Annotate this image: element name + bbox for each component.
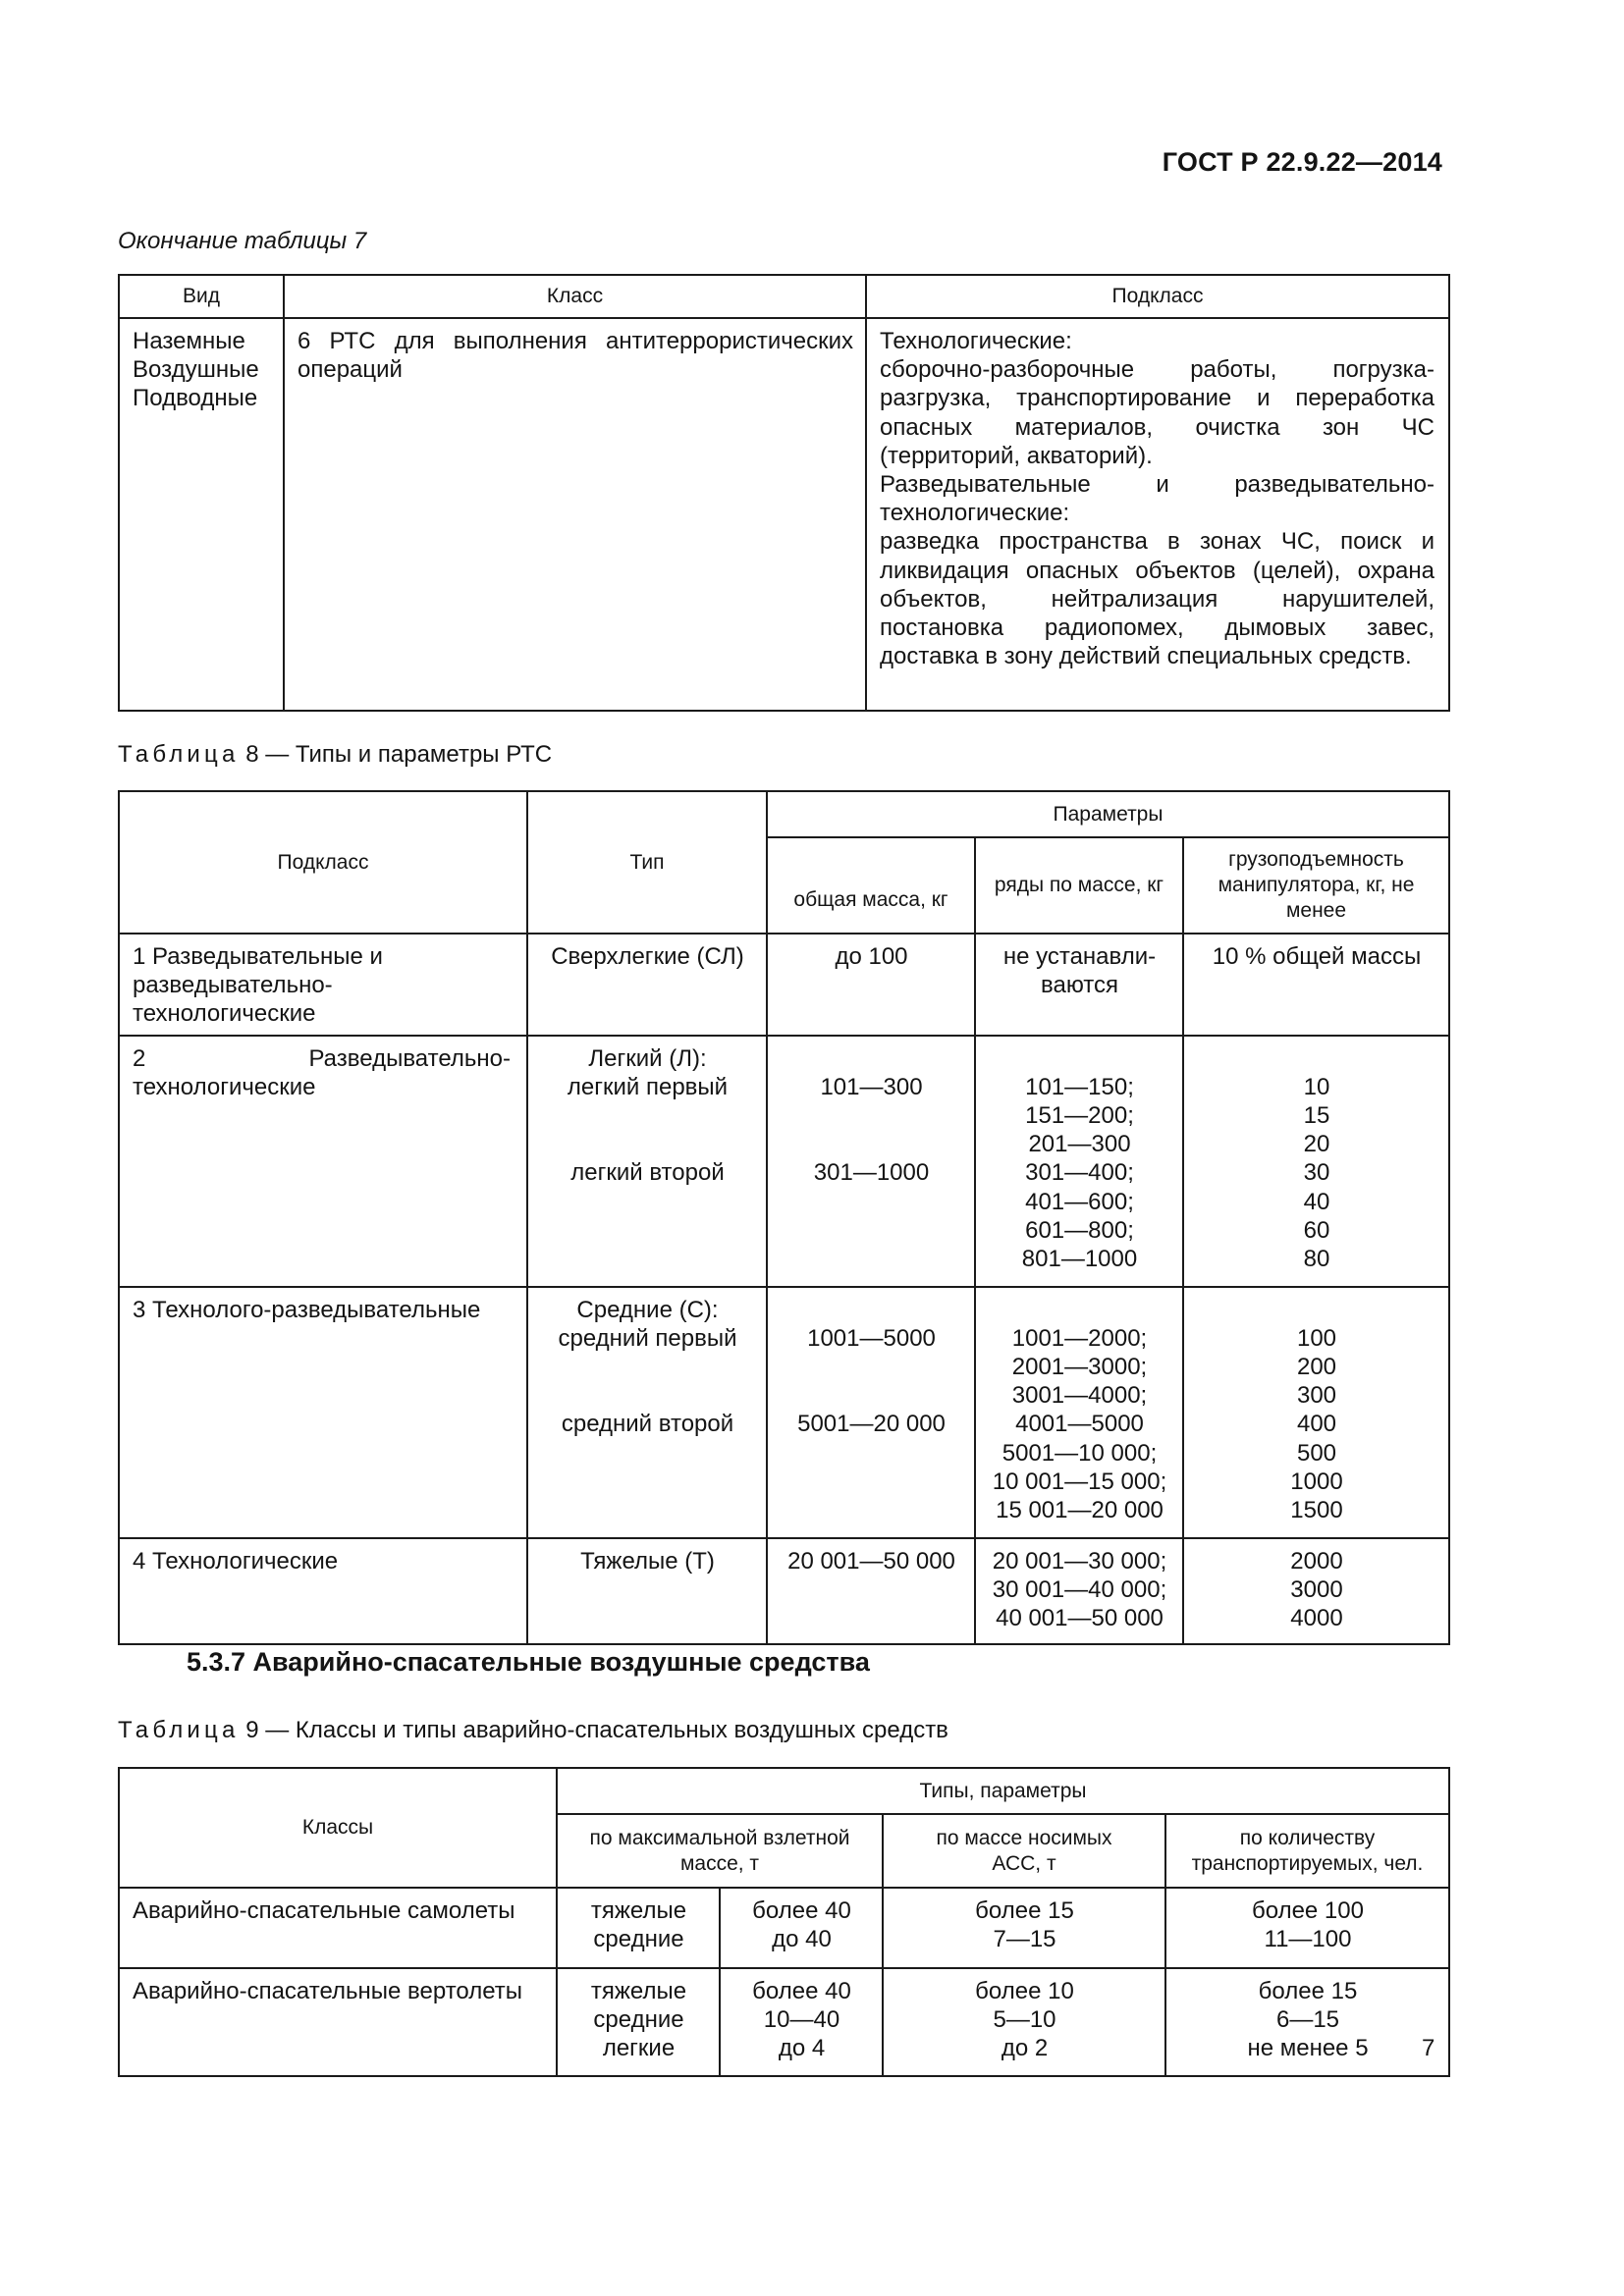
t8-header-ryady: ряды по массе, кг — [975, 837, 1183, 934]
t8-cell-tip — [527, 1538, 767, 1644]
t8-gruz-line: 400 — [1296, 1411, 1337, 1438]
t8-tip-line — [541, 1353, 754, 1381]
t7-podklass-para: сборочно-разборочные работы, погрузка-разгрузка, транспортирование и переработка опасных материалов, очистка зон ЧС (территорий, акваторий). — [880, 356, 1435, 469]
t8-cell-gruz — [1183, 1538, 1449, 1644]
t8-mass-line: до 100 — [835, 943, 908, 970]
t8-header-gruz: грузоподъемность манипулятора, кг, не менее — [1183, 837, 1449, 934]
table8-header-row — [119, 791, 1449, 837]
t8-ryady-line: 10 001—15 000; — [992, 1468, 1167, 1495]
t9-cell-acc — [883, 1968, 1165, 2076]
t9-kolvo-line: не менее 5 — [1247, 2035, 1369, 2062]
t8-tip-line: Легкий (Л): — [588, 1044, 707, 1072]
t9-kolvo-line: более 15 — [1258, 1978, 1358, 2004]
t8-tip-line: Тяжелые (Т) — [580, 1547, 715, 1575]
t8-gruz-line: 80 — [1303, 1246, 1330, 1273]
t8-cell-gruz — [1183, 1287, 1449, 1538]
t9-tip-line: легкие — [602, 2035, 676, 2062]
t8-header-parametry: Параметры — [767, 791, 1449, 837]
t8-ryady-line: 40 001—50 000 — [996, 1605, 1164, 1632]
t9-tip-line: тяжелые — [590, 1978, 687, 2004]
t8-ryady-line: 601—800; — [1025, 1216, 1134, 1244]
t8-mass-line — [781, 1296, 962, 1324]
t8-gruz-line: 20 — [1303, 1131, 1330, 1158]
t9-kolvo-line: 6—15 — [1275, 2006, 1340, 2034]
t8-mass-line: 5001—20 000 — [797, 1411, 946, 1438]
t8-ryady-line: 1001—2000; — [1011, 1324, 1148, 1352]
t8-gruz-line: 1500 — [1290, 1497, 1343, 1524]
t9-header-tipy: Типы, параметры — [557, 1768, 1449, 1814]
table-row — [119, 1888, 1449, 1968]
t8-gruz-line: 40 — [1303, 1188, 1330, 1215]
t9-kolvo-line: 11—100 — [1264, 1926, 1352, 1953]
t7-vid-line: Подводные — [133, 385, 258, 412]
t8-tip-line: средний первый — [558, 1324, 737, 1352]
t8-cell-mass — [767, 1538, 975, 1644]
table8-caption — [118, 741, 552, 769]
t8-ryady-line: 301—400; — [1025, 1159, 1134, 1187]
t8-cell-ryady — [975, 1538, 1183, 1644]
t9-header-klassy: Классы — [119, 1768, 557, 1888]
t9-tip-line: средние — [593, 1926, 684, 1953]
table8-caption-label: Таблица — [118, 741, 240, 768]
t9-vzlet-line: более 40 — [752, 1897, 851, 1924]
table-row — [119, 1968, 1449, 2076]
t8-ryady-line: 20 001—30 000; — [992, 1547, 1167, 1575]
t7-header-vid: Вид — [119, 275, 284, 318]
t8-header-tip: Тип — [527, 791, 767, 934]
page-number: 7 — [1422, 2035, 1435, 2061]
t8-tip-line — [541, 1381, 754, 1410]
table-row — [119, 1538, 1449, 1644]
t9-vzlet-line: до 40 — [772, 1926, 832, 1953]
t8-mass-line: 1001—5000 — [807, 1324, 936, 1352]
t8-ryady-line: 30 001—40 000; — [992, 1575, 1167, 1603]
t9-cell-kolvo — [1165, 1888, 1449, 1968]
t8-tip-line — [541, 1101, 754, 1130]
t8-cell-mass — [767, 934, 975, 1036]
t8-mass-line — [781, 1101, 962, 1130]
table9-caption-text: 9 — Классы и типы аварийно-спасательных воздушных средств — [245, 1717, 948, 1743]
t8-tip-line: Средние (С): — [576, 1296, 719, 1323]
table7 — [118, 274, 1450, 712]
table9-caption — [118, 1717, 948, 1744]
t8-ryady-line — [989, 1296, 1170, 1324]
t8-ryady-line: 101—150; — [1025, 1073, 1134, 1100]
t9-vzlet-line: 10—40 — [763, 2006, 840, 2034]
t8-cell-gruz — [1183, 1036, 1449, 1287]
t9-cell-vzlet — [720, 1888, 883, 1968]
t7-cell-vid — [119, 318, 284, 711]
t8-gruz-line — [1197, 1296, 1436, 1324]
table7-header-row — [119, 275, 1449, 318]
t8-mass-line: 301—1000 — [813, 1159, 930, 1187]
t9-header-kolvo: по количеству транспортируемых, чел. — [1165, 1814, 1449, 1888]
t8-mass-line: 20 001—50 000 — [787, 1547, 955, 1575]
t9-acc-line: 5—10 — [993, 2006, 1056, 2034]
t8-ryady-line — [989, 1044, 1170, 1073]
t7-podklass-para: Технологические: — [880, 328, 1072, 354]
t8-cell-podklass: 3 Технолого-разведывательные — [119, 1287, 527, 1538]
t8-gruz-line — [1197, 1044, 1436, 1073]
t8-mass-line — [781, 1353, 962, 1381]
t8-cell-mass — [767, 1036, 975, 1287]
t8-gruz-line: 4000 — [1290, 1605, 1343, 1632]
t8-cell-tip — [527, 934, 767, 1036]
t8-ryady-line: 5001—10 000; — [1001, 1439, 1158, 1467]
t8-gruz-line: 10 % общей массы — [1212, 943, 1422, 970]
t8-cell-mass — [767, 1287, 975, 1538]
table-row — [119, 1036, 1449, 1287]
table9-header-row — [119, 1768, 1449, 1814]
t7-vid-line: Наземные — [133, 328, 245, 354]
t8-ryady-line: 15 001—20 000 — [996, 1497, 1164, 1524]
t8-cell-ryady — [975, 934, 1183, 1036]
t9-header-acc: по массе носимых АСС, т — [883, 1814, 1165, 1888]
t8-mass-line — [781, 1381, 962, 1410]
t9-tip-line: тяжелые — [590, 1897, 687, 1924]
t8-tip-line: легкий первый — [567, 1073, 729, 1100]
table-row — [119, 1287, 1449, 1538]
t8-tip-line: легкий второй — [570, 1159, 725, 1187]
t7-vid-line: Воздушные — [133, 356, 259, 384]
t8-gruz-line: 2000 — [1290, 1547, 1343, 1575]
table-row — [119, 318, 1449, 711]
table9-caption-label: Таблица — [118, 1717, 240, 1743]
t9-cell-kolvo — [1165, 1968, 1449, 2076]
t8-gruz-line: 60 — [1303, 1216, 1330, 1244]
t8-mass-line: 101—300 — [820, 1073, 923, 1100]
t7-cell-klass: 6 РТС для выполнения антитеррористических операций — [284, 318, 866, 711]
t8-ryady-line: ваются — [1040, 972, 1119, 999]
t9-tip-line: средние — [593, 2006, 684, 2034]
t9-cell-klass: Аварийно-спасательные самолеты — [119, 1888, 557, 1968]
t8-gruz-line: 3000 — [1290, 1575, 1343, 1603]
t8-cell-tip — [527, 1036, 767, 1287]
t9-vzlet-line: до 4 — [778, 2035, 826, 2062]
t9-acc-line: 7—15 — [993, 1926, 1056, 1953]
t7-header-podklass: Подкласс — [866, 275, 1449, 318]
t9-vzlet-line: более 40 — [752, 1978, 851, 2004]
t8-cell-tip — [527, 1287, 767, 1538]
t9-cell-tip — [557, 1888, 720, 1968]
t9-cell-vzlet — [720, 1968, 883, 2076]
t8-ryady-line: 401—600; — [1025, 1188, 1134, 1215]
t9-cell-klass: Аварийно-спасательные вертолеты — [119, 1968, 557, 2076]
t7-podklass-para: Разведывательные и разведывательно-технологические: — [880, 471, 1435, 527]
t8-gruz-line: 15 — [1303, 1102, 1330, 1129]
t8-gruz-line: 500 — [1296, 1439, 1337, 1467]
t9-cell-tip — [557, 1968, 720, 2076]
t8-tip-line — [541, 1130, 754, 1158]
t8-gruz-line: 30 — [1303, 1159, 1330, 1187]
t8-ryady-line: 201—300 — [1028, 1131, 1131, 1158]
t9-cell-acc — [883, 1888, 1165, 1968]
t8-cell-podklass: 1 Разведывательные и разведывательно-технологические — [119, 934, 527, 1036]
t9-header-vzlet: по максимальной взлетной массе, т — [557, 1814, 883, 1888]
t8-cell-gruz — [1183, 934, 1449, 1036]
t9-kolvo-line: более 100 — [1252, 1897, 1364, 1924]
t9-acc-line: более 10 — [975, 1978, 1074, 2004]
t8-ryady-line: не устанавли- — [1002, 943, 1157, 970]
t8-tip-line: Сверхлегкие (СЛ) — [551, 943, 744, 970]
table-row — [119, 934, 1449, 1036]
t8-ryady-line: 801—1000 — [1021, 1246, 1138, 1273]
section-heading: 5.3.7 Аварийно-спасательные воздушные средства — [187, 1647, 870, 1677]
t8-tip-line: средний второй — [561, 1411, 734, 1438]
t8-cell-podklass: 2 Разведывательно-технологические — [119, 1036, 527, 1287]
t8-header-mass: общая масса, кг — [767, 837, 975, 934]
table7-continuation-caption: Окончание таблицы 7 — [118, 228, 367, 254]
t7-podklass-para: разведка пространства в зонах ЧС, поиск и ликвидация опасных объектов (целей), охрана объектов, нейтрализация нарушителей, постановка радиопомех, дымовых завес, доставка в зону действий специальных средств. — [880, 528, 1435, 670]
t7-cell-podklass — [866, 318, 1449, 711]
t8-cell-podklass: 4 Технологические — [119, 1538, 527, 1644]
t8-gruz-line: 300 — [1296, 1382, 1337, 1410]
t8-cell-ryady — [975, 1287, 1183, 1538]
t8-ryady-line: 4001—5000 — [1015, 1411, 1144, 1438]
t8-gruz-line: 1000 — [1290, 1468, 1343, 1495]
t8-ryady-line: 2001—3000; — [1011, 1354, 1148, 1380]
table8 — [118, 790, 1450, 1645]
t8-gruz-line: 10 — [1303, 1073, 1330, 1100]
t8-mass-line — [781, 1044, 962, 1073]
t8-ryady-line: 151—200; — [1025, 1102, 1134, 1129]
t8-ryady-line: 3001—4000; — [1011, 1382, 1148, 1410]
t9-acc-line: более 15 — [975, 1897, 1074, 1924]
t8-mass-line — [781, 1130, 962, 1158]
table8-caption-text: 8 — Типы и параметры РТС — [245, 741, 553, 768]
t8-gruz-line: 100 — [1296, 1324, 1337, 1352]
t9-acc-line: до 2 — [1001, 2035, 1049, 2062]
t7-header-klass: Класс — [284, 275, 866, 318]
t8-gruz-line: 200 — [1296, 1354, 1337, 1380]
t8-cell-ryady — [975, 1036, 1183, 1287]
t8-header-podklass: Подкласс — [119, 791, 527, 934]
table9 — [118, 1767, 1450, 2077]
document-code: ГОСТ Р 22.9.22—2014 — [1162, 147, 1442, 177]
